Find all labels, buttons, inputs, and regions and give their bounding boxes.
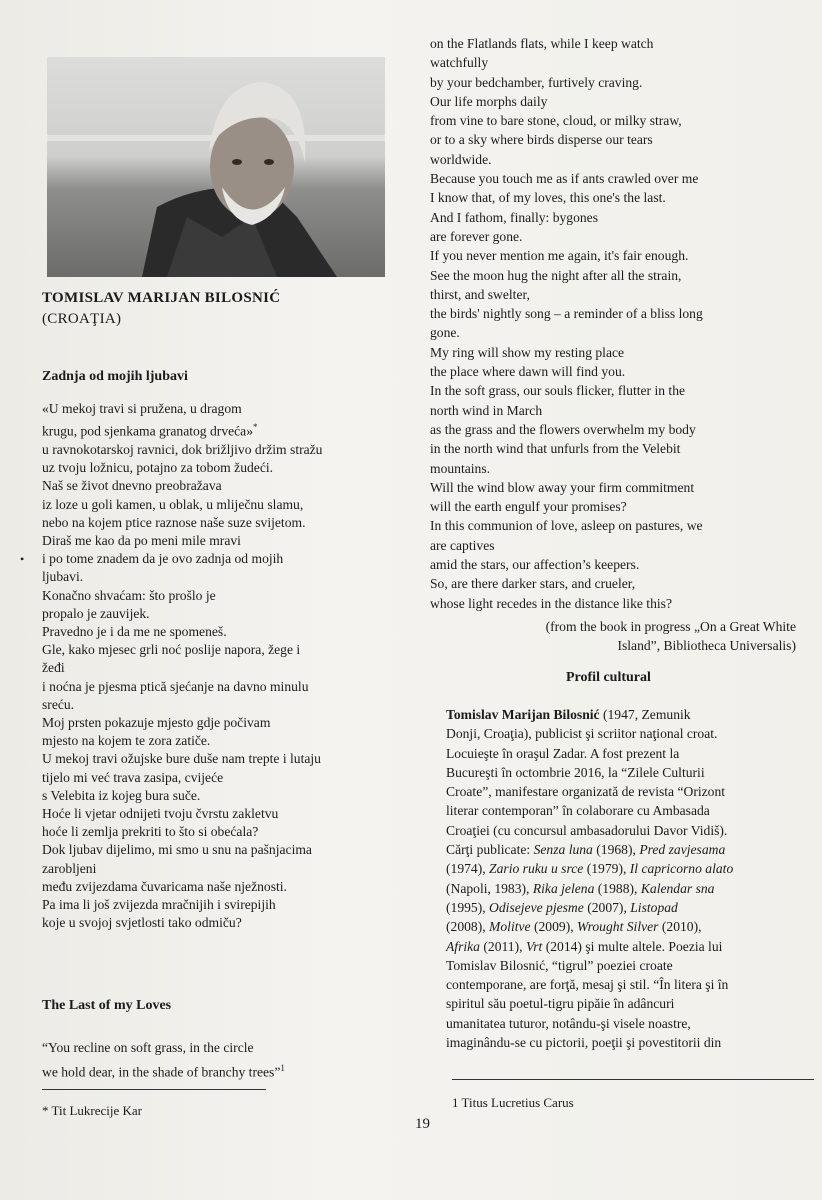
source-line: (from the book in progress „On a Great White — [545, 619, 796, 634]
profil-line: Tomislav Bilosnić, “tigrul” poeziei croate — [446, 957, 673, 973]
profil-line: umanitatea tuturor, notându-şi visele noastre, — [446, 1015, 691, 1031]
poem-line: Will the wind blow away your firm commitment — [430, 479, 695, 495]
profil-line: Bucureşti în octombrie 2016, la “Zilele Culturii — [446, 764, 705, 780]
profil-line: Locuieşte în oraşul Zadar. A fost prezent la — [446, 745, 680, 761]
book-title: Odisejeve pjesme — [489, 899, 584, 915]
poem-line: are forever gone. — [430, 228, 523, 244]
footnote-divider — [452, 1079, 814, 1080]
poem-line: i noćna je pjesma ptică sjećanje na davno minulu — [42, 678, 309, 694]
poem-line: My ring will show my resting place — [430, 344, 625, 360]
profil-line: Afrika (2011), Vrt (2014) şi multe altele. Poezia lui — [446, 938, 723, 954]
page-number: 19 — [415, 1116, 430, 1132]
poem-line: Pa ima li još zvijezda mračnijih i svirepijih — [42, 897, 276, 913]
book-title: Listopad — [630, 899, 678, 915]
poem-line: Naš se život dnevno preobražava — [42, 478, 222, 494]
poem-line: Our life morphs daily — [430, 93, 548, 109]
poem-line: amid the stars, our affection’s keepers. — [430, 557, 640, 573]
poem-line: whose light recedes in the distance like this? — [430, 595, 672, 611]
poem-line: In the soft grass, our souls flicker, flutter in the — [430, 383, 686, 399]
book-title: Il capricorno alato — [629, 861, 734, 877]
profil-line: Croate”, manifestare organizată de revista “Orizont — [446, 784, 726, 800]
profil-line: (Napoli, 1983), Rika jelena (1988), Kalendar sna — [446, 880, 715, 896]
poem-line: Diraš me kao da po meni mile mravi — [42, 532, 241, 548]
poem-line: as the grass and the flowers overwhelm my body — [430, 421, 696, 437]
book-title: Zario ruku u srce — [489, 861, 584, 877]
margin-dot: • — [20, 552, 25, 566]
poem-line: I know that, of my loves, this one's the last. — [430, 190, 666, 206]
author-photo — [47, 57, 385, 277]
poem-line: And I fathom, finally: bygones — [430, 209, 599, 225]
poem-line: So, are there darker stars, and crueler, — [430, 576, 636, 592]
poem-line: nebo na kojem ptice raznose naše suze svijetom. — [42, 514, 306, 530]
source-line: Island”, Bibliotheca Universalis) — [617, 638, 796, 653]
book-title: Pred zavjesama — [639, 842, 726, 858]
poem-line: thirst, and swelter, — [430, 286, 530, 302]
poem-line: watchfully — [430, 55, 489, 71]
profil-line: Tomislav Marijan Bilosnić (1947, Zemunik — [446, 707, 691, 722]
poem-line: north wind in March — [430, 402, 543, 418]
poem-line: the place where dawn will find you. — [430, 364, 626, 380]
poem-line: Because you touch me as if ants crawled over me — [430, 171, 699, 187]
poem-croatian — [42, 400, 392, 932]
profil-title: Profil cultural — [566, 670, 651, 685]
footnote-right: 1 Titus Lucretius Carus — [452, 1095, 574, 1110]
poem-line: Moj prsten pokazuje mjesto gdje počivam — [42, 714, 271, 730]
poem-line: Pravedno je i da me ne spomeneš. — [42, 623, 227, 639]
profil-line: Cărţi publicate: Senza luna (1968), Pred zavjesama — [446, 842, 726, 858]
poem-line: uz tvoju ložnicu, potajno za tobom žudeći. — [42, 460, 274, 476]
poem-line: «U mekoj travi si pružena, u dragom — [42, 401, 242, 416]
poem-line: hoće li zemlja prekriti to što si obećala? — [42, 824, 259, 840]
source-citation — [470, 617, 796, 655]
footnote-divider — [42, 1089, 266, 1090]
profil-line: (1974), Zario ruku u srce (1979), Il capricorno alato — [446, 861, 734, 877]
poem-line: ljubavi. — [42, 569, 84, 585]
poem-line: See the moon hug the night after all the strain, — [430, 267, 682, 283]
book-title: Wrought Silver — [577, 919, 659, 935]
poem-line: propalo je zauvijek. — [42, 605, 150, 621]
poem-english-continued — [430, 34, 782, 613]
book-title: Molitve — [489, 919, 531, 935]
poem-line: from vine to bare stone, cloud, or milky straw, — [430, 113, 682, 129]
poem-line: on the Flatlands flats, while I keep watch — [430, 36, 654, 51]
profil-line: literar contemporan” în colaborare cu Ambasada — [446, 803, 710, 819]
poem-line: Hoće li vjetar odnijeti tvoju čvrstu zakletvu — [42, 806, 279, 821]
author-name: TOMISLAV MARIJAN BILOSNIĆ — [42, 290, 281, 306]
book-title: Rika jelena — [532, 880, 595, 896]
poem-line: In this communion of love, asleep on pastures, we — [430, 518, 703, 534]
poem-line: zarobljeni — [42, 860, 97, 876]
profil-line: imaginându-se cu pictorii, poeţii şi povestitorii din — [446, 1035, 722, 1051]
poem-line: worldwide. — [430, 151, 492, 167]
poem-line: in the north wind that unfurls from the Velebit — [430, 441, 681, 457]
profil-body — [446, 705, 802, 1052]
poem-line: krugu, pod sjenkama granatog drveća»* — [42, 422, 258, 439]
book-title: Afrika — [446, 938, 480, 954]
profil-line: (1995), Odisejeve pjesme (2007), Listopad — [446, 899, 678, 915]
poem-line: koje u svojoj svjetlosti tako odmiču? — [42, 915, 242, 931]
poem-title-croatian: Zadnja od mojih ljubavi — [42, 369, 188, 384]
poem-title-english: The Last of my Loves — [42, 998, 172, 1013]
profil-line: Croaţiei (cu concursul ambasadorului Davor Vidiš). — [446, 822, 728, 838]
profil-line: contemporane, are forţă, mesaj şi stil. “În litera şi în — [446, 977, 729, 993]
profil-line: (2008), Molitve (2009), Wrought Silver (2010), — [446, 919, 702, 935]
poem-line: žeđi — [42, 660, 65, 676]
book-title: Kalendar sna — [640, 880, 715, 896]
poem-line: tijelo mi već trava zasipa, cvijeće — [42, 769, 224, 785]
footnote-left: * Tit Lukrecije Kar — [42, 1103, 143, 1118]
poem-line: If you never mention me again, it's fair enough. — [430, 248, 689, 264]
poem-line: the birds' nightly song – a reminder of a bliss long — [430, 306, 703, 322]
poem-line: gone. — [430, 325, 460, 341]
book-title: Senza luna — [533, 842, 593, 858]
profil-line: spiritul său poetul-tigru pipăie în adâncuri — [446, 996, 675, 1012]
poem-english-start — [42, 1038, 382, 1083]
poem-line: među zvijezdama čuvaricama naše nježnosti. — [42, 878, 287, 894]
poem-line: sreću. — [42, 696, 75, 712]
poem-line: we hold dear, in the shade of branchy trees”$^1$ — [42, 1063, 285, 1080]
poem-line: i po tome znadem da je ovo zadnja od mojih — [42, 551, 284, 567]
poem-line: u ravnokotarskoj ravnici, dok brižljivo držim stražu — [42, 441, 323, 457]
poem-line: Dok ljubav dijelimo, mi smo u snu na pašnjacima — [42, 842, 312, 858]
poem-line: are captives — [430, 537, 495, 553]
poem-line: will the earth engulf your promises? — [430, 499, 627, 515]
poem-line: Konačno shvaćam: što prošlo je — [42, 587, 216, 603]
poem-line: “You recline on soft grass, in the circle — [42, 1040, 254, 1055]
poem-line: iz loze u goli kamen, u oblak, u mliječnu slamu, — [42, 496, 304, 512]
poem-line: s Velebita iz kojeg bura suče. — [42, 787, 201, 803]
poem-line: Gle, kako mjesec grli noć poslije napora, žege i — [42, 642, 301, 658]
poem-line: by your bedchamber, furtively craving. — [430, 74, 643, 90]
poem-line: mjesto na kojem te zora zatiče. — [42, 733, 211, 749]
profil-line: Donji, Croaţia), publicist şi scriitor naţional croat. — [446, 726, 718, 742]
poem-line: or to a sky where birds disperse our tears — [430, 132, 653, 148]
book-title: Vrt — [525, 938, 543, 954]
poem-line: mountains. — [430, 460, 491, 476]
author-country: (CROAŢIA) — [42, 311, 122, 327]
poem-line: U mekoj travi ožujske bure duše nam trepte i lutaju — [42, 751, 321, 767]
